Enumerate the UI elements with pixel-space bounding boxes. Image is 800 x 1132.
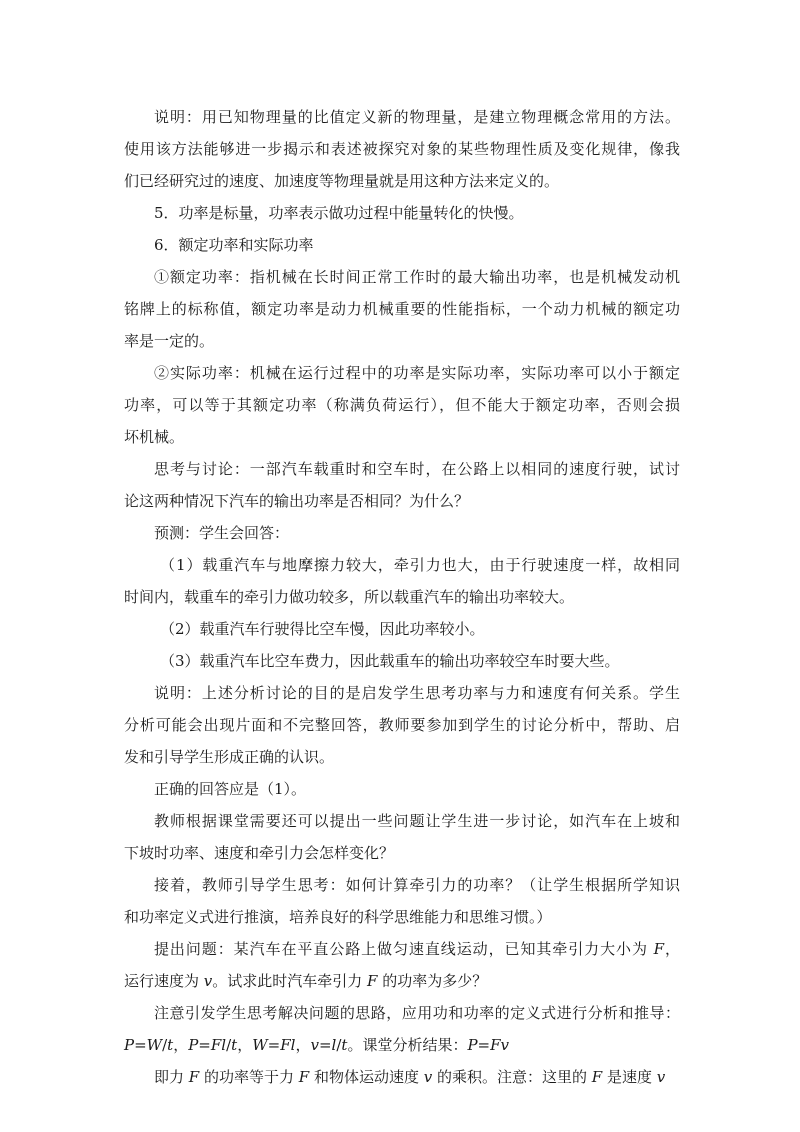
- paragraph-p13: [124, 805, 680, 869]
- paragraph-p1-line: 说明：用已知物理量的比值定义新的物理量，是建立物理概念常用的方法。: [154, 108, 680, 126]
- paragraph-p4: [124, 261, 680, 357]
- paragraph-p14-line: 和功率定义式进行推演，培养良好的科学思维能力和思维习惯。）: [124, 908, 552, 926]
- paragraph-p2: [124, 197, 680, 229]
- paragraph-p1-line: 使用该方法能够进一步揭示和表述被探究对象的某些物理性质及变化规律，像我: [124, 140, 680, 158]
- paragraph-p12-line: 正确的回答应是（1）。: [154, 780, 307, 798]
- paragraph-p3-line: 6．额定功率和实际功率: [154, 236, 314, 254]
- paragraph-p14-line: 接着，教师引导学生思考：如何计算牵引力的功率？（让学生根据所学知识: [154, 876, 680, 894]
- paragraph-p11-line: 分析可能会出现片面和不完整回答，教师要参加到学生的讨论分析中，帮助、启: [124, 716, 680, 734]
- paragraph-p16-line: P=W/t，P=Fl/t，W=Fl，v=l/t。课堂分析结果：P=Fv: [124, 1036, 510, 1054]
- paragraph-p16-line: 注意引发学生思考解决问题的思路，应用功和功率的定义式进行分析和推导：: [154, 1004, 680, 1022]
- paragraph-p14: [124, 869, 680, 933]
- paragraph-p5: [124, 357, 680, 453]
- paragraph-p15: [124, 933, 680, 997]
- paragraph-p13-line: 下坡时功率、速度和牵引力会怎样变化？: [124, 844, 395, 862]
- paragraph-p11-line: 说明：上述分析讨论的目的是启发学生思考功率与力和速度有何关系。学生: [154, 684, 680, 702]
- paragraph-p17: [124, 1061, 680, 1093]
- paragraph-p8: [124, 549, 680, 613]
- paragraph-p5-line: 坏机械。: [124, 428, 185, 446]
- paragraph-p5-line: 功率，可以等于其额定功率（称满负荷运行），但不能大于额定功率，否则会损: [124, 396, 680, 414]
- paragraph-p11-line: 发和引导学生形成正确的认识。: [124, 748, 335, 766]
- paragraph-p6-line: 思考与讨论：一部汽车载重时和空车时，在公路上以相同的速度行驶，试讨: [154, 460, 680, 478]
- paragraph-p4-line: ①额定功率：指机械在长时间正常工作时的最大输出功率，也是机械发动机: [154, 268, 680, 286]
- document-body: [124, 101, 680, 1093]
- paragraph-p12: [124, 773, 680, 805]
- paragraph-p9-line: （2）载重汽车行驶得比空车慢，因此功率较小。: [160, 620, 485, 638]
- paragraph-p15-line: 提出问题：某汽车在平直公路上做匀速直线运动，已知其牵引力大小为 F，: [154, 940, 680, 958]
- paragraph-p16: [124, 997, 680, 1061]
- paragraph-p4-line: 率是一定的。: [124, 332, 215, 350]
- paragraph-p10: [124, 645, 680, 677]
- paragraph-p17-line: 即力 F 的功率等于力 F 和物体运动速度 v 的乘积。注意：这里的 F 是速度 v: [154, 1068, 666, 1086]
- paragraph-p1-line: 们已经研究过的速度、加速度等物理量就是用这种方法来定义的。: [124, 172, 560, 190]
- paragraph-p2-line: 5．功率是标量，功率表示做功过程中能量转化的快慢。: [154, 204, 524, 222]
- paragraph-p4-line: 铭牌上的标称值，额定功率是动力机械重要的性能指标，一个动力机械的额定功: [124, 300, 680, 318]
- paragraph-p7: [124, 517, 680, 549]
- paragraph-p13-line: 教师根据课堂需要还可以提出一些问题让学生进一步讨论，如汽车在上坡和: [154, 812, 680, 830]
- paragraph-p10-line: （3）载重汽车比空车费力，因此载重车的输出功率较空车时要大些。: [160, 652, 620, 670]
- paragraph-p7-line: 预测：学生会回答：: [154, 524, 290, 542]
- paragraph-p9: [124, 613, 680, 645]
- paragraph-p15-line: 运行速度为 v。试求此时汽车牵引力 F 的功率为多少？: [124, 972, 488, 990]
- paragraph-p3: [124, 229, 680, 261]
- paragraph-p6-line: 论这两种情况下汽车的输出功率是否相同？为什么？: [124, 492, 470, 510]
- paragraph-p11: [124, 677, 680, 773]
- paragraph-p6: [124, 453, 680, 517]
- paragraph-p5-line: ②实际功率：机械在运行过程中的功率是实际功率，实际功率可以小于额定: [154, 364, 680, 382]
- paragraph-p8-line: 时间内，载重车的牵引力做功较多，所以载重汽车的输出功率较大。: [124, 588, 575, 606]
- paragraph-p1: [124, 101, 680, 197]
- paragraph-p8-line: （1）载重汽车与地摩擦力较大，牵引力也大，由于行驶速度一样，故相同: [160, 556, 680, 574]
